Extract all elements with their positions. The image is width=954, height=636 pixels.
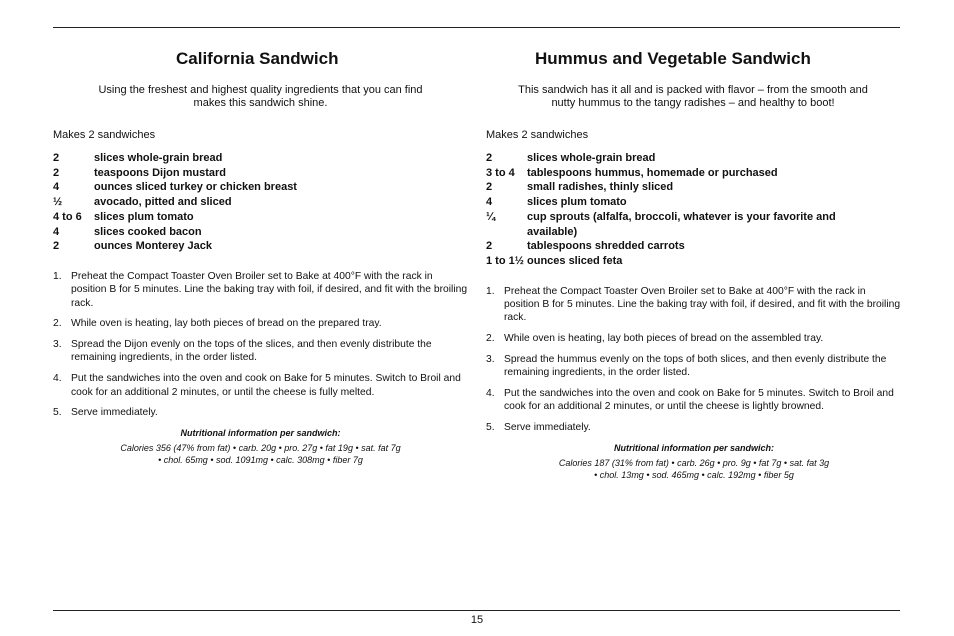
ingredient-qty: 2	[53, 152, 60, 164]
instruction-step	[486, 387, 902, 414]
ingredient-desc: ounces Monterey Jack	[94, 240, 212, 253]
ingredient-item	[486, 151, 902, 166]
instruction-step	[486, 332, 902, 345]
step-text: While oven is heating, lay both pieces of bread on the assembled tray.	[504, 333, 824, 345]
ingredient-desc: slices whole-grain bread	[527, 152, 656, 164]
instruction-step	[53, 372, 468, 399]
ingredient-item	[53, 166, 468, 181]
ingredient-item	[486, 180, 902, 195]
recipe-title: Hummus and Vegetable Sandwich	[535, 49, 811, 68]
intro-line: nutty hummus to the tangy radishes – and healthy to boot!	[551, 97, 835, 109]
ingredient-desc: slices plum tomato	[527, 196, 627, 209]
nutrition-line: • chol. 13mg • sod. 465mg • calc. 192mg • fiber 5g	[594, 469, 794, 480]
ingredient-desc: tablespoons shredded carrots	[527, 240, 685, 253]
step-text: Spread the hummus evenly on the tops of both slices, and then evenly distribute the remaining ingredients, in the order listed.	[504, 353, 887, 379]
ingredient-item	[486, 210, 902, 239]
ingredient-item	[486, 254, 902, 269]
step-number: 4.	[486, 387, 495, 399]
ingredient-item	[53, 151, 468, 166]
instruction-step	[486, 421, 902, 434]
yield-text: Makes 2 sandwiches	[53, 129, 156, 141]
ingredient-list	[53, 151, 468, 254]
step-number: 2.	[486, 333, 495, 345]
ingredient-item	[53, 210, 468, 225]
instruction-list	[486, 285, 902, 435]
instruction-step	[486, 353, 902, 380]
instruction-step	[53, 270, 468, 310]
ingredient-desc: ounces sliced feta	[527, 254, 623, 267]
ingredient-desc: avocado, pitted and sliced	[94, 196, 232, 209]
step-text: Put the sandwiches into the oven and cook on Bake for 5 minutes. Switch to Broil and cook for an additional 2 minutes, or until the cheese is lightly browned.	[504, 387, 894, 413]
intro-line: Using the freshest and highest quality ingredients that you can find	[98, 84, 423, 96]
ingredient-desc: ounces sliced turkey or chicken breast	[94, 181, 297, 194]
nutrition-line: Calories 356 (47% from fat) • carb. 20g • pro. 27g • fat 19g • sat. fat 7g	[120, 443, 401, 454]
ingredient-qty: 4	[53, 225, 60, 238]
bottom-rule	[53, 610, 900, 611]
ingredient-qty: 2	[53, 166, 60, 179]
recipe-california-sandwich	[53, 48, 468, 466]
ingredient-qty: 4	[53, 181, 60, 194]
step-text: Serve immediately.	[71, 407, 158, 419]
ingredient-qty: 2	[486, 181, 493, 194]
step-text: Put the sandwiches into the oven and cook on Bake for 5 minutes. Switch to Broil and cook for an additional 2 minutes, or until the cheese is fully melted.	[71, 373, 461, 398]
yield-text: Makes 2 sandwiches	[486, 129, 589, 141]
instruction-step	[486, 285, 902, 325]
ingredient-desc: teaspoons Dijon mustard	[94, 166, 227, 179]
step-text: Spread the Dijon evenly on the tops of the slices, and then evenly distribute the remaining ingredients, in the order listed.	[71, 339, 432, 364]
intro-line: makes this sandwich shine.	[193, 97, 328, 109]
ingredient-item	[53, 225, 468, 240]
ingredient-item	[53, 239, 468, 254]
recipe-hummus-vegetable-sandwich	[486, 48, 902, 481]
step-number: 3.	[53, 339, 62, 351]
step-number: 1.	[53, 270, 62, 282]
instruction-step	[53, 317, 468, 330]
ingredient-item	[486, 166, 902, 181]
ingredient-qty: 3 to 4	[486, 166, 515, 179]
nutrition-line: Calories 187 (31% from fat) • carb. 26g • pro. 9g • fat 7g • sat. fat 3g	[558, 457, 830, 468]
ingredient-qty: 2	[486, 240, 493, 253]
step-number: 5.	[486, 422, 495, 433]
ingredient-item	[53, 195, 468, 210]
ingredient-qty: 4 to 6	[53, 210, 82, 223]
step-text: Preheat the Compact Toaster Oven Broiler set to Bake at 400°F with the rack in position B for 5 minutes. Line the baking tray with foil, if desired, and fit with the broiling rack.	[71, 270, 468, 309]
recipe-intro	[486, 84, 900, 110]
ingredient-qty: 2	[53, 240, 60, 253]
top-rule	[53, 27, 900, 28]
ingredient-item	[486, 239, 902, 254]
recipe-intro	[53, 84, 468, 110]
nutrition-heading: Nutritional information per sandwich:	[180, 428, 341, 439]
ingredient-desc: small radishes, thinly sliced	[527, 181, 674, 194]
nutrition-line: • chol. 65mg • sod. 1091mg • calc. 308mg • fiber 7g	[158, 455, 363, 466]
ingredient-qty: ½	[53, 196, 63, 209]
step-number: 1.	[486, 285, 495, 297]
nutrition-heading: Nutritional information per sandwich:	[613, 442, 774, 453]
ingredient-qty: 1 to 1½	[486, 254, 524, 267]
intro-line: This sandwich has it all and is packed with flavor – from the smooth and	[518, 84, 868, 96]
ingredient-desc: slices whole-grain bread	[94, 152, 223, 164]
ingredient-qty: 2	[486, 152, 493, 164]
ingredient-desc: slices plum tomato	[94, 210, 194, 223]
step-text: Serve immediately.	[504, 422, 591, 433]
ingredient-qty: 4	[486, 196, 493, 209]
ingredient-desc: slices cooked bacon	[94, 225, 202, 238]
ingredient-desc: cup sprouts (alfalfa, broccoli, whatever is your favorite and available)	[527, 210, 836, 238]
instruction-step	[53, 406, 468, 419]
ingredient-desc: tablespoons hummus, homemade or purchased	[527, 166, 778, 179]
page-number: 15	[470, 614, 484, 626]
instruction-list	[53, 270, 468, 420]
step-number: 2.	[53, 318, 62, 330]
step-text: While oven is heating, lay both pieces of bread on the prepared tray.	[71, 318, 382, 330]
step-number: 3.	[486, 353, 495, 365]
instruction-step	[53, 338, 468, 365]
ingredient-qty: ¼	[486, 210, 496, 223]
step-text: Preheat the Compact Toaster Oven Broiler set to Bake at 400°F with the rack in position B for 5 minutes. Line the baking tray with foil, if desired, and fit with the broiling rack.	[504, 285, 901, 324]
step-number: 5.	[53, 407, 62, 419]
ingredient-list	[486, 151, 902, 269]
step-number: 4.	[53, 373, 62, 385]
ingredient-item	[53, 180, 468, 195]
ingredient-item	[486, 195, 902, 210]
recipe-title: California Sandwich	[176, 49, 339, 68]
